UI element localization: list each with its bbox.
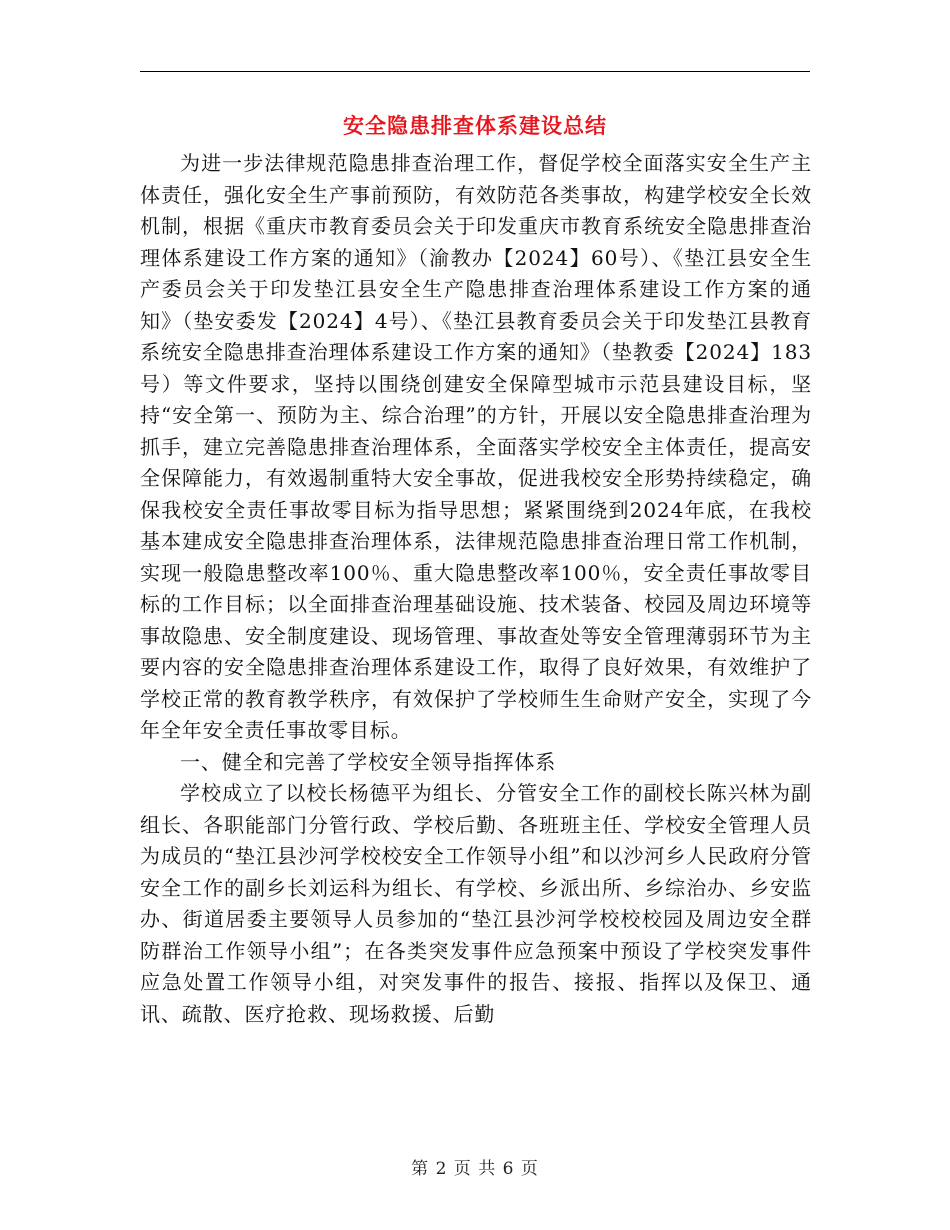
document-title: 安全隐患排查体系建设总结 xyxy=(343,114,607,138)
section-paragraph: 学校成立了以校长杨德平为组长、分管安全工作的副校长陈兴林为副组长、各职能部门分管行政、学校后勤、各班班主任、学校安全管理人员为成员的“垫江县沙河学校校安全工作领导小组”和以沙河乡人民政府分管安全工作的副乡长刘运科为组长、有学校、乡派出所、乡综治办、乡安监办、街道居委主要领导人员参加的“垫江县沙河学校校校园及周边安全群防群治工作领导小组”；在各类突发事件应急预案中预设了学校突发事件应急处置工作领导小组，对突发事件的报告、接报、指挥以及保卫、通讯、疏散、医疗抢救、现场救援、后勤 xyxy=(140,781,812,1026)
section-heading: 一、健全和完善了学校安全领导指挥体系 xyxy=(180,749,557,774)
document-body xyxy=(140,148,812,1030)
intro-paragraph: 为进一步法律规范隐患排查治理工作，督促学校全面落实安全生产主体责任，强化安全生产事前预防，有效防范各类事故，构建学校安全长效机制，根据《重庆市教育委员会关于印发重庆市教育系统安全隐患排查治理体系建设工作方案的通知》（渝教办【2024】60号）、《垫江县安全生产委员会关于印发垫江县安全生产隐患排查治理体系建设工作方案的通知》（垫安委发【2024】4号）、《垫江县教育委员会关于印发垫江县教育系统安全隐患排查治理体系建设工作方案的通知》（垫教委【2024】183号）等文件要求，坚持以围绕创建安全保障型城市示范县建设目标，坚持“安全第一、预防为主、综合治理”的方针，开展以安全隐患排查治理为抓手，建立完善隐患排查治理体系，全面落实学校安全主体责任，提高安全保障能力，有效遏制重特大安全事故，促进我校安全形势持续稳定，确保我校安全责任事故零目标为指导思想；紧紧围绕到2024年底，在我校基本建成安全隐患排查治理体系，法律规范隐患排查治理日常工作机制，实现一般隐患整改率100％、重大隐患整改率100％，安全责任事故零目标的工作目标；以全面排查治理基础设施、技术装备、校园及周边环境等事故隐患、安全制度建设、现场管理、事故查处等安全管理薄弱环节为主要内容的安全隐患排查治理体系建设工作，取得了良好效果，有效维护了学校正常的教育教学秩序，有效保护了学校师生生命财产安全，实现了今年全年安全责任事故零目标。 xyxy=(140,151,812,742)
header-rule xyxy=(140,71,810,72)
page-number-footer: 第 2 页 共 6 页 xyxy=(411,1159,539,1179)
